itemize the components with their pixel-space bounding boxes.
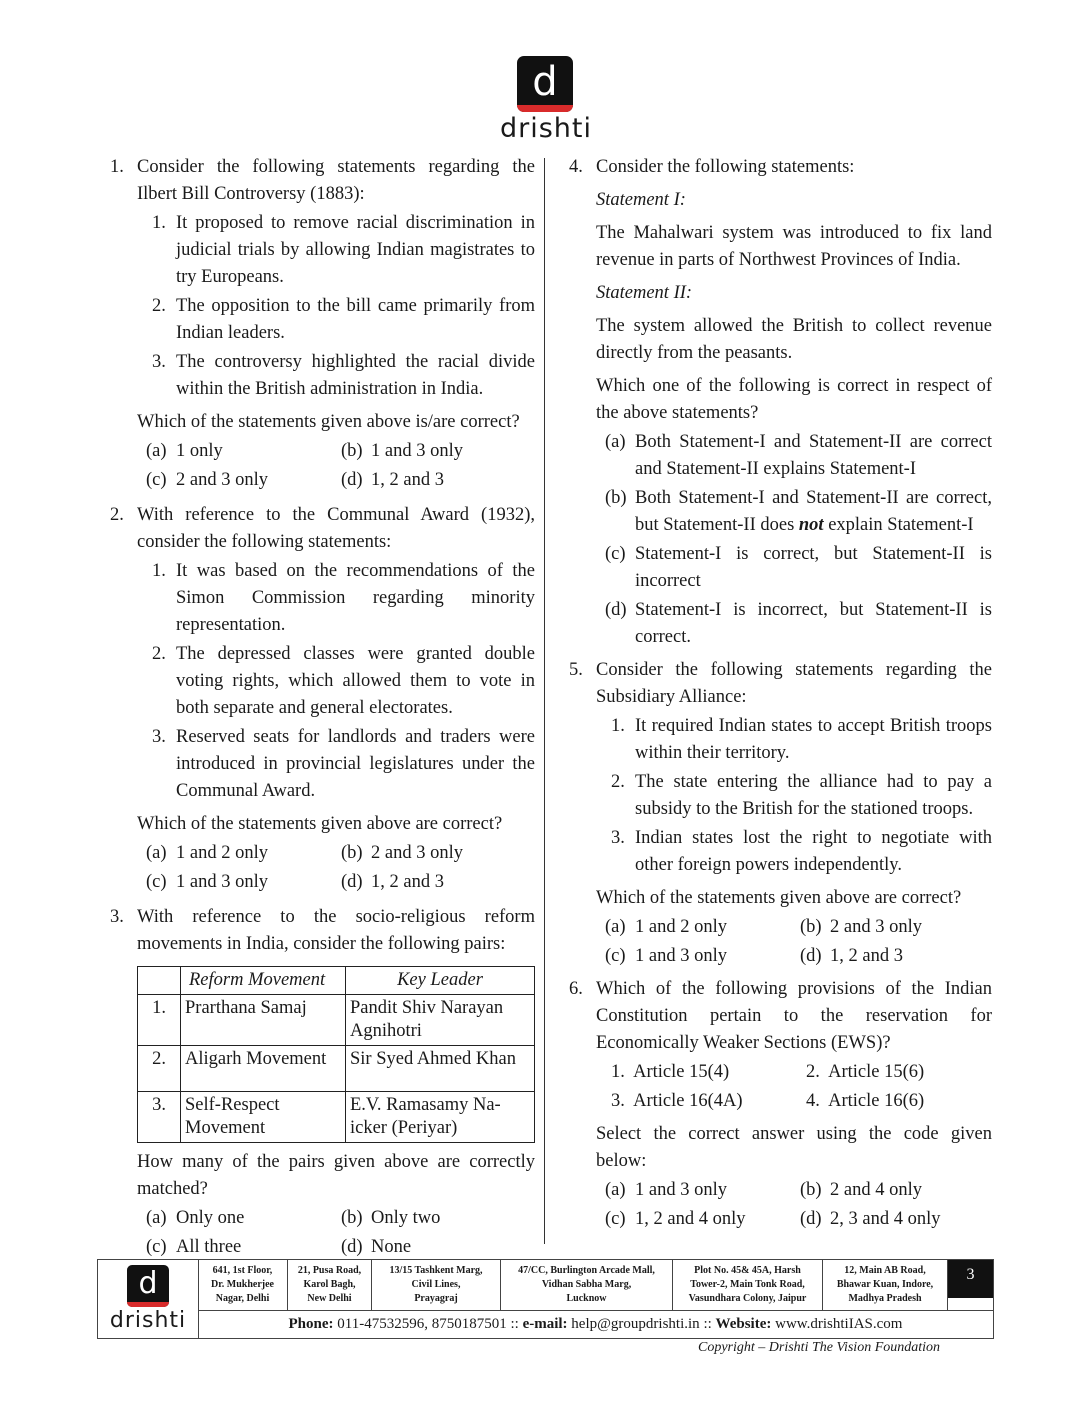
table-cell: 1. — [138, 995, 181, 1046]
option-a[interactable] — [605, 914, 800, 941]
option-a[interactable] — [569, 429, 992, 483]
code-list — [569, 1059, 992, 1115]
option-b[interactable] — [800, 1177, 992, 1204]
question-prompt: Which of the statements given above are correct? — [137, 814, 503, 834]
option-text: 1 and 3 only — [371, 441, 463, 461]
separator: :: — [703, 1316, 712, 1332]
statement-1-text: The Mahalwari system was introduced to fix land revenue in parts of Northwest Provinces of India. — [596, 223, 992, 270]
option-letter: (a) — [605, 917, 626, 937]
address-line: Bhawar Kuan, Indore, — [836, 1279, 934, 1290]
option-letter: (b) — [341, 1208, 363, 1228]
drishti-logo-icon — [517, 56, 573, 112]
option-a[interactable] — [146, 438, 341, 465]
table-header: Reform Movement — [181, 967, 346, 995]
option-letter: (b) — [341, 843, 363, 863]
address-line: 641, 1st Floor, — [212, 1265, 273, 1276]
statement-number: 3. — [152, 352, 166, 372]
option-letter: (a) — [605, 1180, 626, 1200]
statement — [110, 210, 535, 291]
statement-number: 2. — [152, 296, 166, 316]
statement — [569, 713, 992, 767]
website-link[interactable]: www.drishtiIAS.com — [775, 1316, 903, 1332]
separator: :: — [510, 1316, 519, 1332]
option-a[interactable] — [605, 1177, 800, 1204]
option-text: 2 and 3 only — [176, 470, 268, 490]
option-letter: (c) — [146, 470, 167, 490]
option-letter: (c) — [146, 872, 167, 892]
options — [110, 438, 535, 494]
option-c[interactable] — [569, 541, 992, 595]
question-number: 4. — [569, 157, 583, 177]
statement-2-label: Statement II: — [596, 283, 693, 303]
address-line: 12, Main AB Road, — [844, 1265, 926, 1276]
website-label: Website: — [715, 1316, 772, 1332]
statement-number: 3. — [152, 727, 166, 747]
option-c[interactable] — [605, 1206, 800, 1233]
option-text: 1 and 3 only — [635, 1180, 727, 1200]
address-jaipur — [673, 1260, 823, 1310]
question-1 — [110, 154, 535, 208]
option-text: All three — [176, 1237, 242, 1257]
question-text: Which of the following provisions of the Indian Constitution pertain to the reservation for Economically Weaker Sections (EWS)? — [596, 979, 992, 1053]
address-lucknow — [501, 1260, 673, 1310]
question-prompt: Which one of the following is correct in respect of the above statements? — [596, 376, 992, 423]
statement-text: Indian states lost the right to negotiate with other foreign powers independently. — [635, 828, 992, 875]
option-b[interactable] — [341, 840, 535, 867]
table-cell: Self-Respect Movement — [181, 1092, 346, 1143]
statement-number: 2. — [152, 644, 166, 664]
email-label: e-mail: — [522, 1316, 568, 1332]
question-5 — [569, 657, 992, 711]
column-divider — [544, 158, 545, 1244]
option-text: 2 and 3 only — [830, 917, 922, 937]
table-cell: 3. — [138, 1092, 181, 1143]
options — [569, 914, 992, 970]
address-indore — [823, 1260, 948, 1310]
option-d[interactable] — [341, 1234, 535, 1261]
question-prompt: Which of the statements given above is/are correct? — [137, 412, 520, 432]
statement — [569, 769, 992, 823]
statement-text: The depressed classes were granted double voting rights, which allowed them to vote in both separate and general electorates. — [176, 644, 535, 718]
code-item: 3. Article 16(4A) — [611, 1091, 743, 1111]
option-c[interactable] — [605, 943, 800, 970]
option-letter: (b) — [800, 1180, 822, 1200]
table-cell: E.V. Ramasamy Na-icker (Periyar) — [346, 1092, 535, 1143]
table-header — [138, 967, 181, 995]
option-letter: (d) — [341, 1237, 363, 1257]
option-d[interactable] — [341, 467, 535, 494]
statement-text: It proposed to remove racial discrimination in judicial trials by allowing Indian magistrates to try Europeans. — [176, 213, 535, 287]
option-text: 1, 2 and 4 only — [635, 1209, 746, 1229]
address-line: Civil Lines, — [411, 1279, 461, 1290]
question-number: 1. — [110, 157, 124, 177]
question-number: 2. — [110, 505, 124, 525]
address-line: 47/CC, Burlington Arcade Mall, — [518, 1265, 655, 1276]
statement-text: The opposition to the bill came primarily from Indian leaders. — [176, 296, 535, 343]
statement-number: 1. — [152, 213, 166, 233]
options — [110, 840, 535, 896]
question-text: With reference to the socio-religious reform movements in India, consider the following pairs: — [137, 907, 535, 954]
address-karol-bagh — [288, 1260, 372, 1310]
option-c[interactable] — [146, 467, 341, 494]
option-text: 1 only — [176, 441, 223, 461]
question-3 — [110, 904, 535, 958]
code-item: 2. Article 15(6) — [806, 1062, 925, 1082]
table-cell: Prarthana Samaj — [181, 995, 346, 1046]
statement-text: It was based on the recommendations of the Simon Commission regarding minority representation. — [176, 561, 535, 635]
question-text: Consider the following statements regarding the Subsidiary Alliance: — [596, 660, 992, 707]
question-prompt: How many of the pairs given above are correctly matched? — [137, 1152, 535, 1199]
question-2 — [110, 502, 535, 556]
table-cell: 2. — [138, 1046, 181, 1092]
question-prompt: Which of the statements given above are correct? — [596, 888, 962, 908]
statement-text: Reserved seats for landlords and traders were introduced in provincial legislatures under the Communal Award. — [176, 727, 535, 801]
address-line: New Delhi — [307, 1293, 352, 1304]
statement-text: The controversy highlighted the racial divide within the British administration in India. — [176, 352, 535, 399]
option-text: 1 and 2 only — [635, 917, 727, 937]
option-d[interactable] — [341, 869, 535, 896]
copyright-notice: Copyright – Drishti The Vision Foundation — [698, 1340, 941, 1355]
option-b[interactable] — [341, 438, 535, 465]
address-line: Lucknow — [566, 1293, 607, 1304]
statement — [110, 349, 535, 403]
option-text: explain Statement-I — [823, 515, 974, 535]
table-row — [138, 1092, 535, 1143]
statement — [110, 641, 535, 722]
option-text: 1, 2 and 3 — [371, 872, 444, 892]
table-cell: Pandit Shiv Narayan Agnihotri — [346, 995, 535, 1046]
option-letter: (c) — [605, 946, 626, 966]
address-line: Karol Bagh, — [303, 1279, 356, 1290]
table-header: Key Leader — [346, 967, 535, 995]
address-line: Vasundhara Colony, Jaipur — [688, 1293, 807, 1304]
header-logo — [500, 56, 593, 144]
statement-text: It required Indian states to accept British troops within their territory. — [635, 716, 992, 763]
emphasis-not: not — [798, 515, 824, 535]
statement-number: 2. — [611, 772, 625, 792]
option-b[interactable] — [341, 1205, 535, 1232]
table-header-row — [138, 967, 535, 995]
option-letter: (a) — [146, 441, 167, 461]
option-b[interactable] — [569, 485, 992, 539]
right-column — [569, 154, 992, 1233]
option-text: 2, 3 and 4 only — [830, 1209, 941, 1229]
phone-number: 011-47532596, 8750187501 — [337, 1316, 507, 1332]
option-text: 1 and 3 only — [635, 946, 727, 966]
option-letter: (d) — [605, 600, 627, 620]
code-item: 4. Article 16(6) — [806, 1091, 925, 1111]
code-item: 1. Article 15(4) — [611, 1062, 730, 1082]
question-number: 6. — [569, 979, 583, 999]
option-d[interactable] — [800, 943, 992, 970]
question-text: Consider the following statements regarding the Ilbert Bill Controversy (1883): — [137, 157, 535, 204]
option-c[interactable] — [146, 869, 341, 896]
option-text: 2 and 3 only — [371, 843, 463, 863]
address-line: 13/15 Tashkent Marg, — [389, 1265, 483, 1276]
contact-line — [198, 1310, 993, 1339]
logo-letter: d — [138, 1266, 158, 1301]
address-line: Nagar, Delhi — [215, 1293, 270, 1304]
option-letter: (b) — [605, 488, 627, 508]
address-line: Prayagraj — [414, 1293, 458, 1304]
address-line: Dr. Mukherjee — [211, 1279, 274, 1290]
footer-logo — [98, 1260, 199, 1338]
footer — [97, 1259, 994, 1339]
option-text: Both Statement-I and Statement-II are correct, but Statement-II does — [635, 488, 992, 535]
table-cell: Aligarh Movement — [181, 1046, 346, 1092]
statement — [110, 724, 535, 805]
question-text: Consider the following statements: — [596, 157, 855, 177]
question-6 — [569, 976, 992, 1057]
option-text: Both Statement-I and Statement-II are correct and Statement-II explains Statement-I — [635, 432, 992, 479]
option-text: Only one — [176, 1208, 245, 1228]
table-cell: Sir Syed Ahmed Khan — [346, 1046, 535, 1092]
address-delhi-mukherjee — [198, 1260, 288, 1310]
email-link[interactable]: help@groupdrishti.in — [571, 1316, 700, 1332]
pairs-table — [137, 966, 535, 1143]
option-b[interactable] — [800, 914, 992, 941]
option-a[interactable] — [146, 1205, 341, 1232]
question-number: 3. — [110, 907, 124, 927]
option-letter: (d) — [341, 872, 363, 892]
option-text: Statement-I is incorrect, but Statement-II is correct. — [635, 600, 992, 647]
address-line: 21, Pusa Road, — [297, 1265, 362, 1276]
statement-2-text: The system allowed the British to collect revenue directly from the peasants. — [596, 316, 992, 363]
statement-number: 3. — [611, 828, 625, 848]
option-text: 1 and 2 only — [176, 843, 268, 863]
address-line: Tower-2, Main Tonk Road, — [690, 1279, 805, 1290]
options — [110, 1205, 535, 1261]
option-d[interactable] — [800, 1206, 992, 1233]
table-row — [138, 1046, 535, 1092]
option-c[interactable] — [146, 1234, 341, 1261]
logo-wordmark: drishti — [500, 113, 593, 144]
option-text: 1, 2 and 3 — [830, 946, 903, 966]
option-letter: (d) — [800, 946, 822, 966]
option-d[interactable] — [569, 597, 992, 651]
question-number: 5. — [569, 660, 583, 680]
option-text: None — [371, 1237, 412, 1257]
statement-1-label: Statement I: — [596, 190, 686, 210]
option-letter: (c) — [605, 1209, 626, 1229]
question-prompt: Select the correct answer using the code given below: — [596, 1124, 992, 1171]
question-text: With reference to the Communal Award (1932), consider the following statements: — [137, 505, 535, 552]
address-line: Plot No. 45& 45A, Harsh — [694, 1265, 801, 1276]
statement — [569, 825, 992, 879]
option-letter: (a) — [146, 843, 167, 863]
left-column — [110, 154, 535, 1261]
statement-text: The state entering the alliance had to pay a subsidy to the British for the stationed troops. — [635, 772, 992, 819]
statement — [110, 558, 535, 639]
logo-wordmark: drishti — [109, 1308, 187, 1333]
option-text: 1, 2 and 3 — [371, 470, 444, 490]
drishti-logo-icon — [127, 1265, 169, 1307]
question-4 — [569, 154, 992, 181]
address-line: Vidhan Sabha Marg, — [541, 1279, 632, 1290]
options — [569, 1177, 992, 1233]
statement — [110, 293, 535, 347]
statement-number: 1. — [611, 716, 625, 736]
option-text: 1 and 3 only — [176, 872, 268, 892]
phone-label: Phone: — [288, 1316, 334, 1332]
option-letter: (c) — [605, 544, 626, 564]
option-letter: (b) — [341, 441, 363, 461]
page-number: 3 — [948, 1260, 993, 1298]
option-text: Only two — [371, 1208, 441, 1228]
option-letter: (c) — [146, 1237, 167, 1257]
table-row — [138, 995, 535, 1046]
option-text: 2 and 4 only — [830, 1180, 922, 1200]
logo-letter: d — [532, 59, 558, 105]
option-letter: (d) — [800, 1209, 822, 1229]
statement-number: 1. — [152, 561, 166, 581]
option-text: Statement-I is correct, but Statement-II is incorrect — [635, 544, 992, 591]
option-letter: (a) — [605, 432, 626, 452]
address-line: Madhya Pradesh — [848, 1293, 922, 1304]
option-letter: (a) — [146, 1208, 167, 1228]
option-a[interactable] — [146, 840, 341, 867]
address-prayagraj — [372, 1260, 501, 1310]
option-letter: (b) — [800, 917, 822, 937]
option-letter: (d) — [341, 470, 363, 490]
